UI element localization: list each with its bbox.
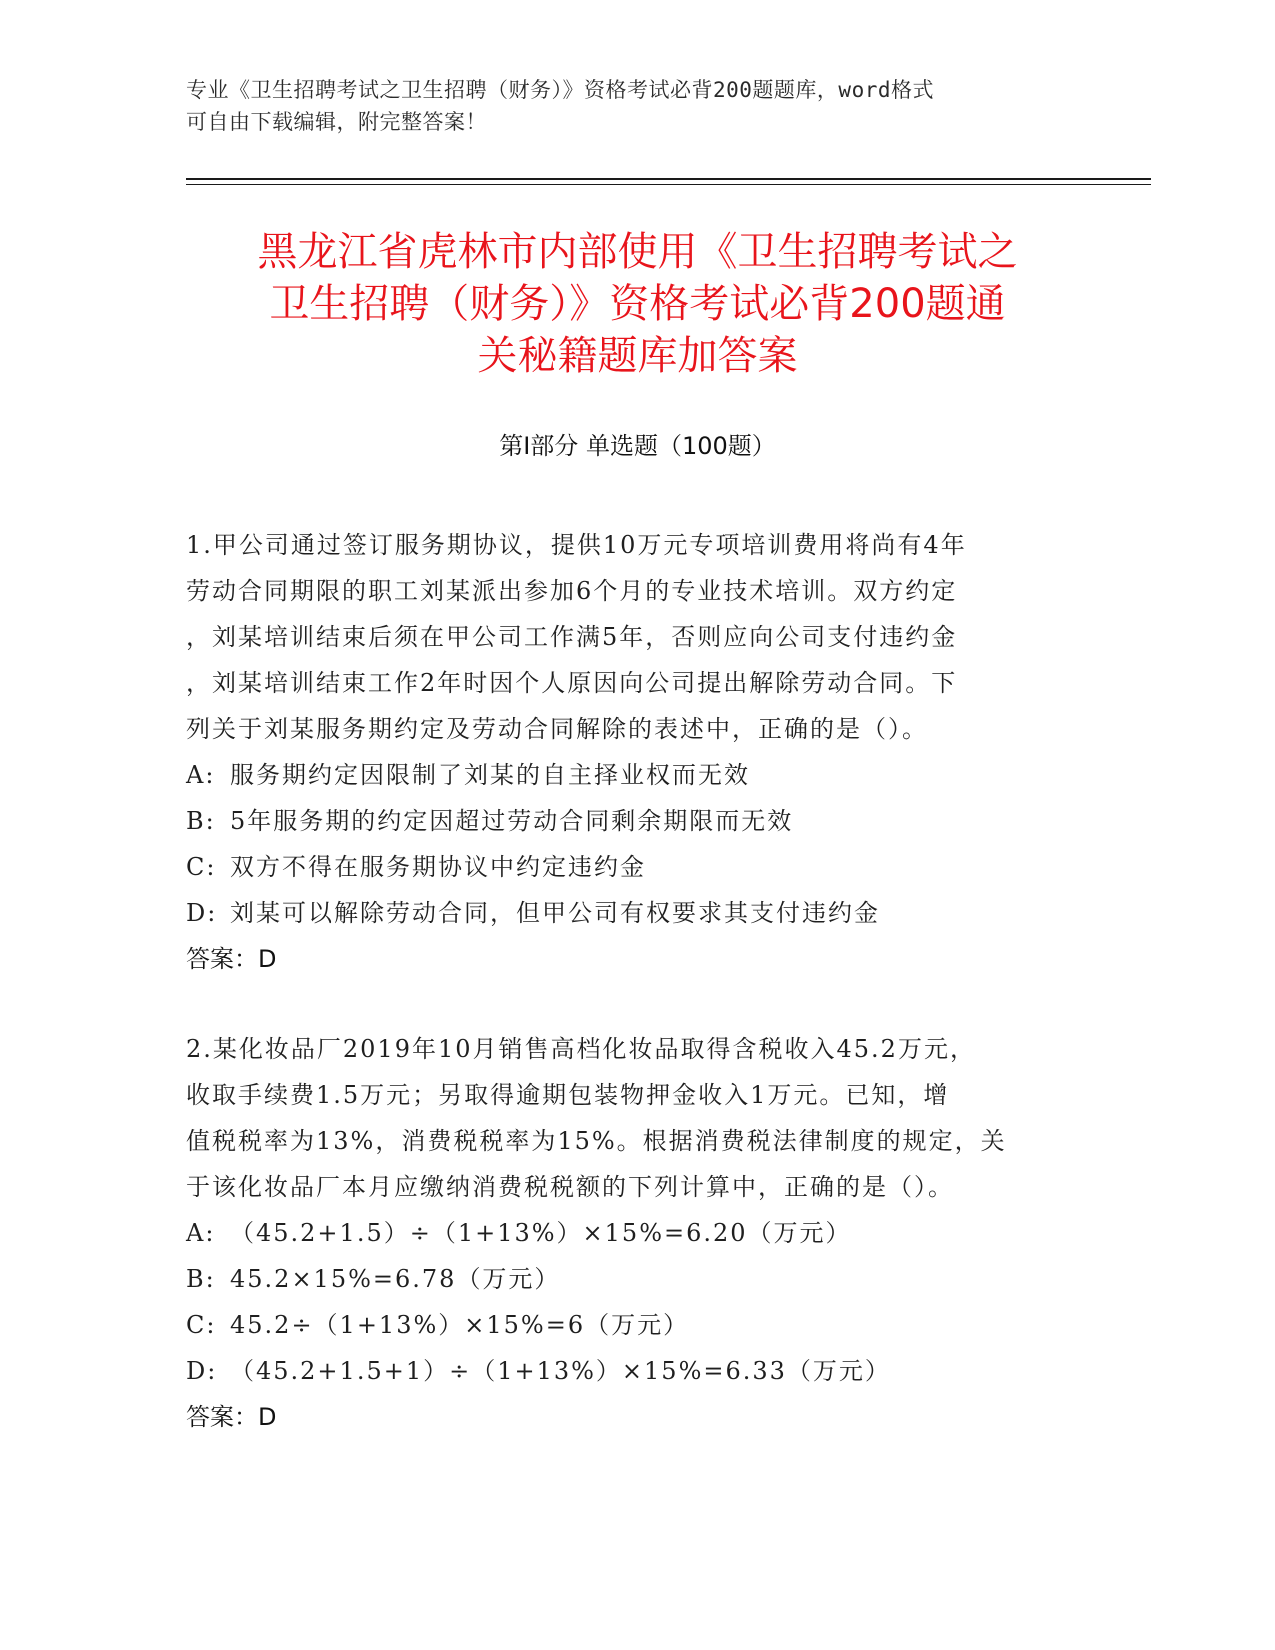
stem-line: 1.甲公司通过签订服务期协议，提供10万元专项培训费用将尚有4年	[186, 531, 967, 559]
title-line: 黑龙江省虎林市内部使用《卫生招聘考试之	[257, 229, 1018, 275]
stem-line: 列关于刘某服务期约定及劳动合同解除的表述中，正确的是（）。	[186, 715, 928, 743]
question-1	[186, 522, 1066, 982]
option-letter: A:	[186, 761, 216, 789]
option-b	[186, 798, 1066, 844]
option-text: （45.2+1.5）÷（1+13%）×15%=6.20（万元）	[230, 1219, 852, 1247]
header-note-line: 专业《卫生招聘考试之卫生招聘（财务）》资格考试必背200题题库，word格式	[186, 78, 934, 102]
option-text: 服务期约定因限制了刘某的自主择业权而无效	[230, 761, 750, 789]
stem-line: 于该化妆品厂本月应缴纳消费税税额的下列计算中，正确的是（）。	[186, 1173, 954, 1201]
option-d	[186, 1348, 1066, 1394]
option-text: 5年服务期的约定因超过劳动合同剩余期限而无效	[230, 807, 794, 835]
option-text: 45.2×15%=6.78（万元）	[230, 1265, 561, 1293]
option-text: （45.2+1.5+1）÷（1+13%）×15%=6.33（万元）	[230, 1357, 891, 1385]
header-note-line: 可自由下载编辑，附完整答案！	[186, 110, 487, 134]
section-heading: 第Ⅰ部分 单选题（100题）	[499, 432, 776, 460]
option-text: 45.2÷（1+13%）×15%=6（万元）	[230, 1311, 690, 1339]
header-divider-thick	[186, 178, 1151, 180]
option-c	[186, 844, 1066, 890]
option-letter: B:	[186, 807, 216, 835]
option-text: 刘某可以解除劳动合同，但甲公司有权要求其支付违约金	[230, 899, 880, 927]
stem-line: 收取手续费1.5万元；另取得逾期包装物押金收入1万元。已知，增	[186, 1081, 950, 1109]
document-title	[150, 226, 1125, 382]
option-b	[186, 1256, 1066, 1302]
option-c	[186, 1302, 1066, 1348]
stem-line: 2.某化妆品厂2019年10月销售高档化妆品取得含税收入45.2万元，	[186, 1035, 976, 1063]
answer-label: 答案：D	[186, 945, 277, 973]
header-note	[186, 74, 1086, 138]
option-d	[186, 890, 1066, 936]
option-letter: A:	[186, 1219, 216, 1247]
option-letter: C:	[186, 853, 217, 881]
header-divider-thin	[186, 184, 1151, 185]
question-2	[186, 1026, 1066, 1440]
title-line: 关秘籍题库加答案	[477, 333, 798, 379]
option-letter: B:	[186, 1265, 216, 1293]
option-letter: C:	[186, 1311, 217, 1339]
option-a	[186, 1210, 1066, 1256]
stem-line: ，刘某培训结束工作2年时因个人原因向公司提出解除劳动合同。下	[186, 669, 958, 697]
option-text: 双方不得在服务期协议中约定违约金	[230, 853, 646, 881]
stem-line: ，刘某培训结束后须在甲公司工作满5年，否则应向公司支付违约金	[186, 623, 958, 651]
stem-line: 值税税率为13%，消费税税率为15%。根据消费税法律制度的规定，关	[186, 1127, 1007, 1155]
option-a	[186, 752, 1066, 798]
option-letter: D:	[186, 899, 218, 927]
stem-line: 劳动合同期限的职工刘某派出参加6个月的专业技术培训。双方约定	[186, 577, 958, 605]
option-letter: D:	[186, 1357, 218, 1385]
question-stem	[186, 1026, 1066, 1210]
answer-label: 答案：D	[186, 1403, 277, 1431]
question-stem	[186, 522, 1066, 752]
title-line: 卫生招聘（财务）》资格考试必背200题通	[269, 281, 1006, 327]
